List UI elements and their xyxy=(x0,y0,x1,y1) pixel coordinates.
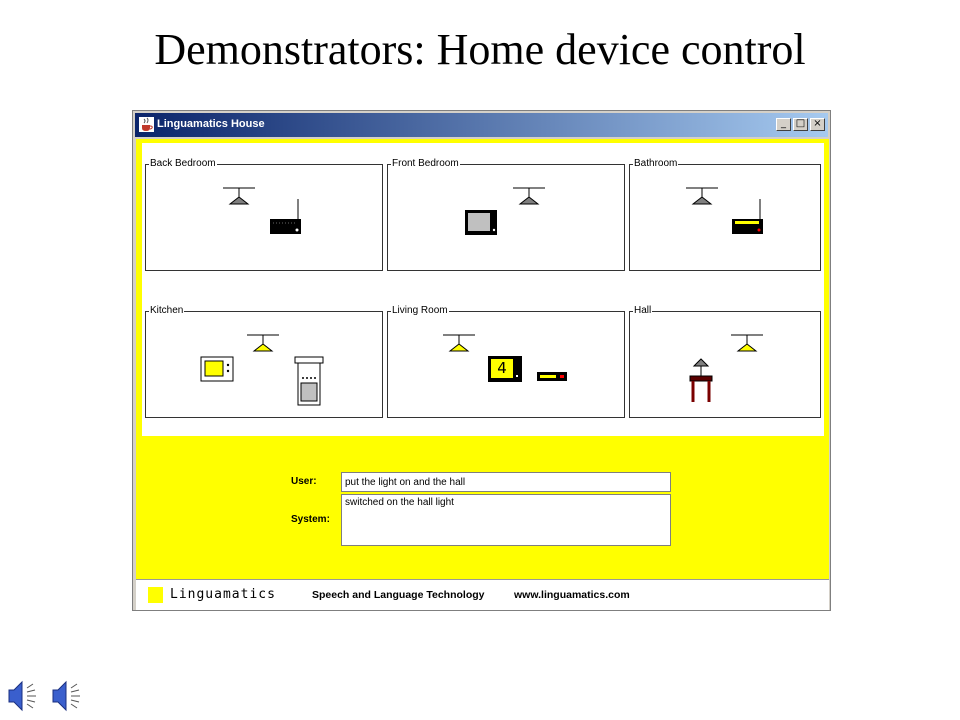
brand-url[interactable]: www.linguamatics.com xyxy=(514,589,630,601)
room-label: Back Bedroom xyxy=(150,158,216,169)
brand-logo-icon xyxy=(148,587,163,603)
window-title: Linguamatics House xyxy=(157,118,265,130)
system-output: switched on the hall light xyxy=(341,494,671,546)
system-label: System: xyxy=(291,514,330,525)
room-living-room xyxy=(387,305,625,418)
room-label: Bathroom xyxy=(634,158,678,169)
room-label: Front Bedroom xyxy=(392,158,459,169)
ceiling-light-icon[interactable] xyxy=(222,187,256,207)
slide-title: Demonstrators: Home device control xyxy=(154,25,806,74)
television-icon[interactable] xyxy=(488,356,522,382)
cooker-icon[interactable] xyxy=(294,356,324,406)
client-area xyxy=(136,139,829,609)
rooms-panel xyxy=(142,143,824,436)
title-bar[interactable] xyxy=(135,113,828,137)
app-window xyxy=(132,110,831,611)
room-label: Living Room xyxy=(392,305,448,316)
ceiling-light-icon[interactable] xyxy=(246,334,280,354)
brand-bar xyxy=(136,579,829,610)
television-icon[interactable] xyxy=(464,209,498,237)
user-input[interactable] xyxy=(341,472,671,492)
java-cup-icon xyxy=(139,117,154,132)
room-label: Kitchen xyxy=(150,305,184,316)
brand-name: Linguamatics xyxy=(170,587,276,602)
video-recorder-icon[interactable] xyxy=(536,371,568,382)
room-front-bedroom xyxy=(387,158,625,271)
microwave-icon[interactable] xyxy=(200,356,234,382)
user-label: User: xyxy=(291,476,317,487)
close-button[interactable]: × xyxy=(810,118,825,131)
ceiling-light-icon[interactable] xyxy=(685,187,719,207)
ceiling-light-icon[interactable] xyxy=(730,334,764,354)
radio-icon[interactable] xyxy=(268,197,304,237)
speaker-icon[interactable] xyxy=(50,678,86,714)
brand-tagline: Speech and Language Technology xyxy=(312,589,485,601)
room-kitchen xyxy=(145,305,383,418)
tv-screen: 4 xyxy=(491,359,513,378)
minimize-button[interactable]: _ xyxy=(776,118,791,131)
table-lamp-icon[interactable] xyxy=(686,356,716,404)
room-back-bedroom xyxy=(145,158,383,271)
room-label: Hall xyxy=(634,305,652,316)
room-bathroom xyxy=(629,158,821,271)
maximize-button[interactable]: □ xyxy=(793,118,808,131)
ceiling-light-icon[interactable] xyxy=(442,334,476,354)
radio-icon[interactable] xyxy=(730,197,766,237)
speaker-icon[interactable] xyxy=(6,678,42,714)
room-hall xyxy=(629,305,821,418)
ceiling-light-icon[interactable] xyxy=(512,187,546,207)
